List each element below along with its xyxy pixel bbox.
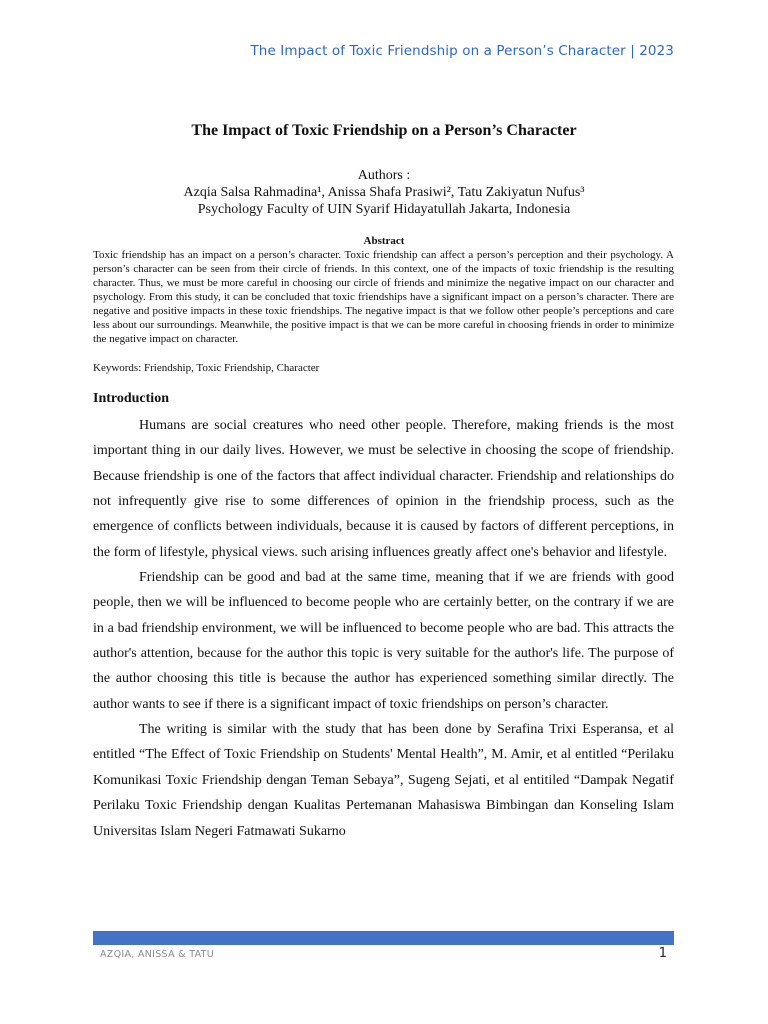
abstract-text: Toxic friendship has an impact on a person’s character. Toxic friendship can affect a person’s perception and their psychology. A person’s character can be seen from their circle of friends. In this context, one of the impacts of toxic friendship is the resulting character. Thus, we must be more careful in choosing our circle of friends and minimize the negative impact on our character and psychology. From this study, it can be concluded that toxic friendships have a significant impact on a person’s character. There are negative and positive impacts in these toxic friendships. The negative impact is that we follow other people’s perceptions and care less about our surroundings. Meanwhile, the positive impact is that we can be more careful in choosing friends in order to minimize the negative impact on character. bbox=[93, 249, 674, 345]
affiliation: Psychology Faculty of UIN Syarif Hidayatullah Jakarta, Indonesia bbox=[197, 202, 571, 217]
footer-bar bbox=[93, 931, 674, 945]
body-paragraph: Humans are social creatures who need other people. Therefore, making friends is the most important thing in our daily lives. However, we must be selective in choosing the scope of friendship. Because friendship is one of the factors that affect individual character. Friendship and relationships do not infrequently give rise to some differences of opinion in the friendship process, such as the emergence of conflicts between individuals, because it is caused by factors of different perceptions, in the form of lifestyle, physical views. such arising influences greatly affect one's behavior and lifestyle. bbox=[93, 418, 674, 560]
author-names: Azqia Salsa Rahmadina¹, Anissa Shafa Prasiwi², Tatu Zakiyatun Nufus³ bbox=[183, 185, 585, 200]
body-paragraph: Friendship can be good and bad at the same time, meaning that if we are friends with good people, then we will be influenced to become people who are certainly better, on the contrary if we are in a bad friendship environment, we will be influenced to become people who are bad. This attracts the author's attention, because for the author this topic is very suitable for the author's life. The purpose of the author choosing this title is because the author has experienced something similar directly. The author wants to see if there is a significant impact of toxic friendships on person’s character. bbox=[93, 570, 674, 712]
authors-block bbox=[0, 167, 768, 218]
body-paragraph: The writing is similar with the study that has been done by Serafina Trixi Esperansa, et al entitled “The Effect of Toxic Friendship on Students' Mental Health”, M. Amir, et al entitled “Perilaku Komunikasi Toxic Friendship dengan Teman Sebaya”, Sugeng Sejati, et al entitiled “Dampak Negatif Perilaku Toxic Friendship dengan Kualitas Pertemanan Mahasiswa Bimbingan dan Konseling Islam Universitas Islam Negeri Fatmawati Sukarno bbox=[93, 722, 674, 839]
page-number: 1 bbox=[658, 946, 667, 961]
running-header: The Impact of Toxic Friendship on a Person’s Character | 2023 bbox=[250, 43, 674, 59]
introduction-body bbox=[93, 413, 674, 844]
authors-label: Authors : bbox=[357, 168, 411, 183]
footer-authors: AZQIA, ANISSA & TATU bbox=[100, 949, 214, 960]
keywords: Keywords: Friendship, Toxic Friendship, Character bbox=[93, 362, 320, 374]
introduction-heading: Introduction bbox=[93, 391, 169, 406]
paper-title: The Impact of Toxic Friendship on a Person’s Character bbox=[191, 122, 577, 139]
abstract-heading: Abstract bbox=[363, 235, 405, 247]
